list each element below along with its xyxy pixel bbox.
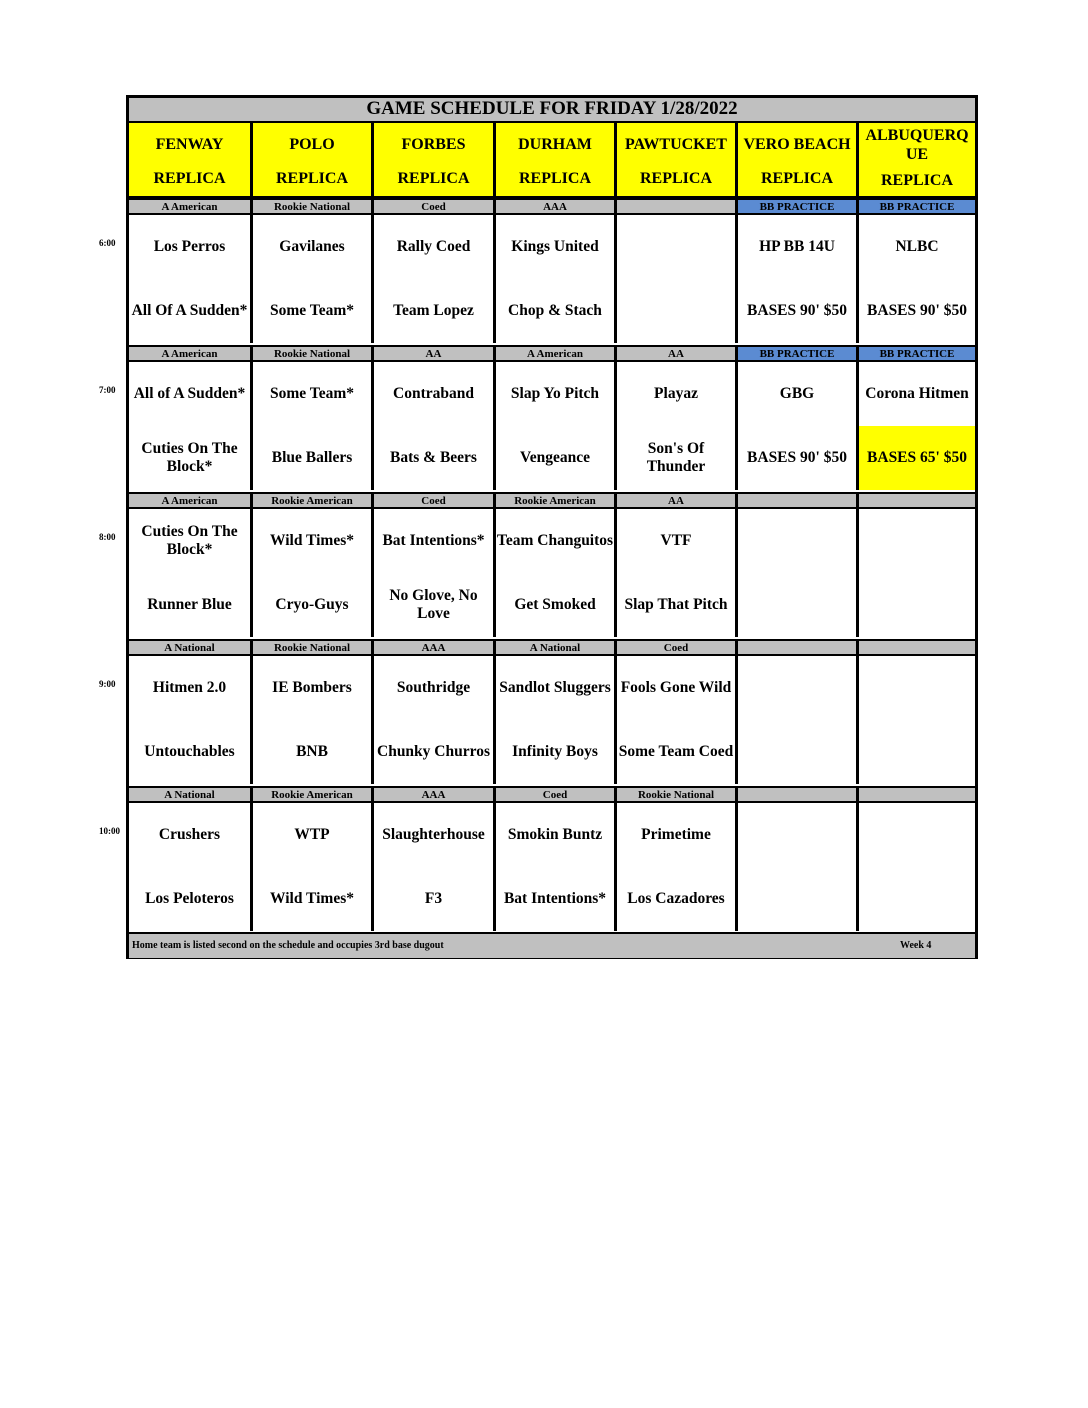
time-label: 7:00 [99,385,116,395]
visitor-team [859,509,975,573]
column-divider [856,215,859,343]
column-divider [614,788,617,801]
game-cell [738,803,856,931]
home-team: Runner Blue [147,596,232,613]
field-type: REPLICA [397,170,470,187]
column-divider [493,123,496,196]
visitor-team [738,509,856,573]
home-team: Infinity Boys [512,743,598,760]
field-name: PAWTUCKET [625,136,727,153]
schedule-table [126,95,978,959]
game-cell [859,215,975,343]
column-divider [371,347,374,360]
field-header-forbes [374,123,493,196]
column-divider [614,494,617,507]
visitor-team: HP BB 14U [759,238,835,255]
field-type: REPLICA [275,170,348,187]
column-divider [856,509,859,637]
division-label: BB PRACTICE [859,200,975,213]
time-label: 6:00 [99,238,116,248]
home-team: BASES 90' $50 [747,449,847,466]
division-label: AAA [374,641,493,654]
home-team: Blue Ballers [271,449,353,466]
column-divider [250,641,253,654]
game-cell [253,656,371,784]
field-name: VERO BEACH [743,136,851,153]
game-cell [253,509,371,637]
division-label: A National [129,641,250,654]
game-cell [496,803,614,931]
column-divider [735,803,738,931]
home-team: Vengeance [519,449,591,466]
column-divider [371,494,374,507]
home-team: Wild Times* [270,890,354,907]
division-label: AAA [496,200,614,213]
game-cell [129,362,250,490]
column-divider [735,656,738,784]
field-type: REPLICA [518,170,591,187]
game-row [129,509,975,637]
visitor-team: Sandlot Sluggers [499,679,611,696]
home-team: BASES 90' $50 [747,302,847,319]
home-team: No Glove, No Love [389,587,478,622]
column-divider [250,509,253,637]
column-divider [856,803,859,931]
home-team [617,279,735,343]
game-cell [859,656,975,784]
division-label [859,494,975,507]
field-header-vero-beach [738,123,856,196]
division-label: AAA [374,788,493,801]
game-cell [859,362,975,490]
game-cell [253,803,371,931]
visitor-team: Bat Intentions* [382,532,485,549]
column-divider [735,788,738,801]
visitor-team: Slap Yo Pitch [510,385,600,402]
visitor-team: Kings United [511,238,599,255]
game-cell [129,803,250,931]
home-team: BASES 90' $50 [867,302,967,319]
home-team: Chop & Stach [508,302,602,319]
column-divider [493,347,496,360]
column-divider [856,656,859,784]
division-row [129,786,975,803]
visitor-team [738,656,856,720]
visitor-team: Smokin Buntz [507,826,603,843]
home-team: Cryo-Guys [275,596,349,613]
column-divider [735,200,738,213]
game-row [129,215,975,343]
home-team: Son's Of Thunder [646,440,706,475]
column-divider [735,215,738,343]
game-cell [129,215,250,343]
time-label: 10:00 [99,826,120,836]
column-divider [735,641,738,654]
visitor-team: Fools Gone Wild [620,679,732,696]
visitor-team [859,656,975,720]
division-label: BB PRACTICE [738,200,856,213]
game-cell [738,656,856,784]
column-divider [735,509,738,637]
game-row [129,362,975,490]
column-divider [493,494,496,507]
title-row [129,98,975,123]
visitor-team: Cuties On The Block* [141,523,238,558]
home-team [738,867,856,931]
column-divider [493,200,496,213]
home-team [738,573,856,637]
field-header-durham [496,123,614,196]
column-divider [371,641,374,654]
division-label [738,494,856,507]
home-team [859,720,975,784]
column-divider [735,347,738,360]
game-cell [253,215,371,343]
column-divider [493,362,496,490]
home-team [859,867,975,931]
home-team [738,720,856,784]
column-divider [735,362,738,490]
division-label: AA [617,347,735,360]
division-label: Rookie American [253,788,371,801]
schedule-title: GAME SCHEDULE FOR FRIDAY 1/28/2022 [366,98,738,119]
visitor-team: All of A Sudden* [133,385,246,402]
footer-row [129,932,975,958]
column-divider [250,788,253,801]
game-cell [738,362,856,490]
division-label: AA [374,347,493,360]
home-team: Untouchables [144,743,235,760]
column-divider [250,347,253,360]
column-divider [493,788,496,801]
column-divider [493,656,496,784]
division-label [859,788,975,801]
field-name: FENWAY [155,136,224,153]
division-label: A American [129,494,250,507]
visitor-team: GBG [779,385,815,402]
column-divider [493,509,496,637]
column-divider [614,509,617,637]
column-divider [250,803,253,931]
visitor-team: Wild Times* [270,532,354,549]
column-divider [493,215,496,343]
game-cell [617,509,735,637]
home-team: Some Team* [270,302,354,319]
division-label: A American [129,347,250,360]
home-team: Bat Intentions* [503,890,607,907]
division-label: BB PRACTICE [738,347,856,360]
home-team: F3 [424,890,443,907]
column-divider [614,200,617,213]
game-cell [129,656,250,784]
column-divider [735,494,738,507]
game-cell [374,803,493,931]
visitor-team: Los Perros [153,238,226,255]
column-divider [493,803,496,931]
field-name: FORBES [401,136,466,153]
column-divider [250,200,253,213]
column-divider [371,215,374,343]
division-label: A American [496,347,614,360]
division-label: AA [617,494,735,507]
home-team-note: Home team is listed second on the schedule and occupies 3rd base dugout [132,940,444,951]
column-divider [856,200,859,213]
game-cell [374,509,493,637]
division-label: BB PRACTICE [859,347,975,360]
division-label: Rookie American [253,494,371,507]
column-divider [735,123,738,196]
division-label: Rookie National [253,200,371,213]
column-divider [250,656,253,784]
visitor-team: Some Team* [270,385,354,402]
division-label [738,788,856,801]
division-label [738,641,856,654]
column-divider [856,362,859,490]
game-cell [496,656,614,784]
column-divider [250,494,253,507]
home-team: BNB [296,743,328,760]
column-divider [614,656,617,784]
division-label: A National [496,641,614,654]
field-type: REPLICA [880,172,953,189]
field-header-albuquerque [859,123,975,196]
column-divider [856,347,859,360]
column-divider [856,788,859,801]
column-divider [614,803,617,931]
home-team [859,573,975,637]
game-cell [617,803,735,931]
field-header-fenway [129,123,250,196]
column-divider [371,200,374,213]
game-cell [738,509,856,637]
visitor-team: NLBC [895,238,939,255]
home-team: Team Lopez [393,302,474,319]
week-label: Week 4 [900,940,932,951]
game-row [129,656,975,784]
game-cell [129,509,250,637]
field-header-pawtucket [617,123,735,196]
column-divider [493,641,496,654]
visitor-team: Crushers [158,826,221,843]
visitor-team: Contraband [393,385,474,402]
game-cell [859,509,975,637]
division-label [617,200,735,213]
column-divider [371,509,374,637]
visitor-team [617,215,735,279]
column-divider [856,494,859,507]
game-cell [253,362,371,490]
visitor-team [738,803,856,867]
column-divider [614,123,617,196]
column-divider [250,362,253,490]
division-label [859,641,975,654]
home-team: Slap That Pitch [624,596,728,613]
visitor-team [859,803,975,867]
division-label: Coed [617,641,735,654]
home-team: Los Cazadores [627,890,725,907]
visitor-team: Corona Hitmen [865,385,969,402]
visitor-team: Playaz [654,385,698,402]
column-divider [614,215,617,343]
column-divider [371,362,374,490]
division-label: Coed [374,494,493,507]
visitor-team: Team Changuitos [496,532,614,549]
column-divider [371,656,374,784]
column-divider [614,347,617,360]
home-team: Bats & Beers [390,449,477,466]
column-divider [371,803,374,931]
game-cell [617,215,735,343]
game-cell [738,215,856,343]
home-team: Los Peloteros [145,890,234,907]
home-team: Get Smoked [514,596,596,613]
visitor-team: WTP [294,826,330,843]
column-divider [250,215,253,343]
division-row [129,492,975,509]
field-name: POLO [289,136,335,153]
column-divider [371,788,374,801]
game-cell [617,362,735,490]
field-header-row [129,123,975,198]
game-cell [859,803,975,931]
visitor-team: VTF [660,532,692,549]
game-cell [374,362,493,490]
column-divider [614,362,617,490]
division-row [129,639,975,656]
field-type: REPLICA [153,170,226,187]
column-divider [371,123,374,196]
game-row [129,803,975,931]
division-row [129,345,975,362]
time-label: 9:00 [99,679,116,689]
visitor-team: Primetime [641,826,711,843]
field-name: ALBUQUERQUE [865,126,969,163]
column-divider [614,641,617,654]
column-divider [250,123,253,196]
division-label: A American [129,200,250,213]
visitor-team: Southridge [396,679,471,696]
home-team: All Of A Sudden* [131,302,248,319]
visitor-team: Slaughterhouse [382,826,485,843]
division-label: Rookie National [253,641,371,654]
game-cell [496,509,614,637]
division-label: Rookie National [617,788,735,801]
home-team: Chunky Churros [377,743,490,760]
division-label: A National [129,788,250,801]
visitor-team: IE Bombers [272,679,352,696]
field-name: DURHAM [518,136,592,153]
game-cell [496,215,614,343]
visitor-team: Gavilanes [279,238,345,255]
column-divider [856,641,859,654]
division-row [129,198,975,215]
time-label: 8:00 [99,532,116,542]
home-team: Cuties On The Block* [141,440,238,475]
column-divider [856,123,859,196]
game-cell [617,656,735,784]
field-header-polo [253,123,371,196]
game-cell [374,215,493,343]
home-team: Some Team Coed [618,743,734,760]
home-team: BASES 65' $50 [859,426,975,490]
division-label: Coed [496,788,614,801]
visitor-team: Rally Coed [396,238,471,255]
division-label: Rookie National [253,347,371,360]
division-label: Rookie American [496,494,614,507]
field-type: REPLICA [639,170,712,187]
division-label: Coed [374,200,493,213]
game-cell [496,362,614,490]
field-type: REPLICA [760,170,833,187]
visitor-team: Hitmen 2.0 [152,679,227,696]
game-cell [374,656,493,784]
